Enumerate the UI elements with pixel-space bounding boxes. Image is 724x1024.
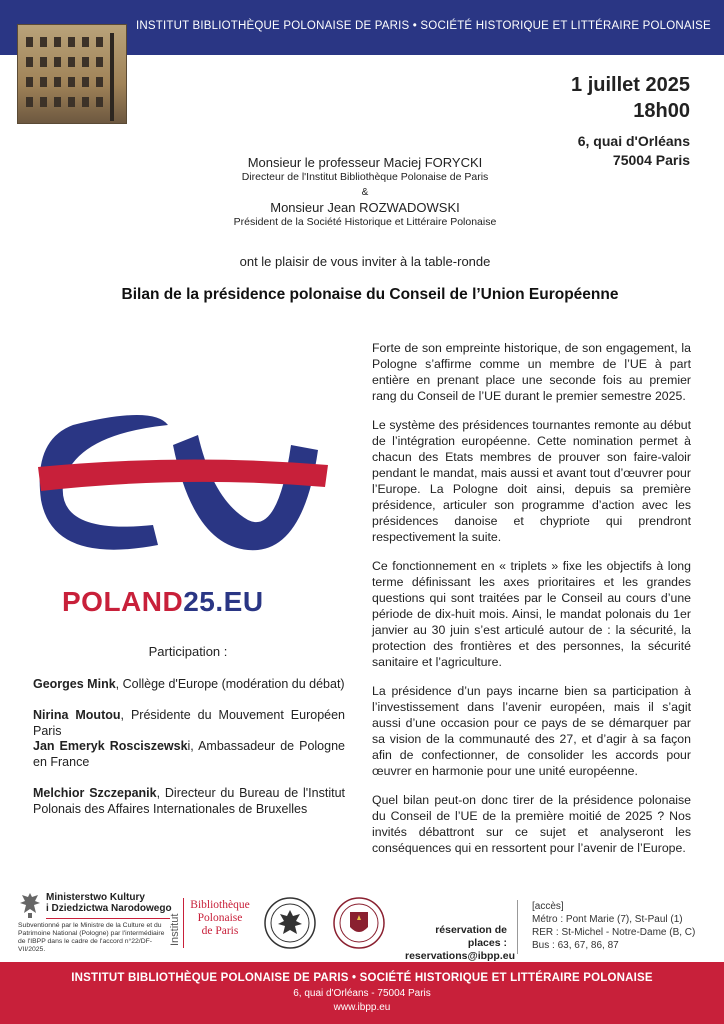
ibp-seal-icon <box>264 897 316 949</box>
participant-item <box>33 785 345 817</box>
ibp-logo-line3: de Paris <box>201 925 239 937</box>
reservation-block <box>405 924 516 963</box>
ibp-logo-line1: Bibliothèque <box>190 899 250 911</box>
body-paragraph: Ce fonctionnement en « triplets » fixe les objectifs à long terme définissant les axes prioritaires et les grandes questions qui sont traitées par le Conseil au cours d’une période de dix-huit mois. Ainsi, le mandat polonais du 1er janvier au 30 juin s’est articulé autour de : la sécurité, la protection des frontières et des personnes, la sécurité sanitaire et l’agriculture. <box>372 559 691 669</box>
reservation-email[interactable]: reservations@ibpp.eu <box>405 950 516 962</box>
event-date: 1 juillet 2025 <box>571 74 690 96</box>
footer-band-website[interactable]: www.ibpp.eu <box>333 1002 391 1013</box>
invite-text: ont le plaisir de vous inviter à la table-ronde <box>239 254 491 269</box>
poland25-eu-logo <box>33 405 333 565</box>
poland25-brand <box>62 586 264 618</box>
body-paragraph: Quel bilan peut-on donc tirer de la présidence polonaise du Conseil de l’UE de la première moitié de 2025 ? Nos invités débattront sur ce sujet et analyseront les conséquences qui en ressortent pour l’avenir de l’Europe. <box>372 793 691 855</box>
brand-red-part: POLAND <box>62 586 184 617</box>
participant-item <box>33 707 345 739</box>
ibp-logo <box>190 899 250 938</box>
participation-heading: Participation : <box>148 644 228 659</box>
body-paragraph: Le système des présidences tournantes remonte au début de l’intégration européenne. Cette nomination permet à chacun des Etats membres de prouver son faire-valoir pendant le mandat, mais aussi et avant tout d’œuvrer pour l’Europe. La Pologne doit ainsi, depuis sa première présidence, articuler son programme d’action avec les présidences danoise et chypriote qui prendront respectivement la suite. <box>372 418 691 544</box>
footer-band <box>0 962 724 1024</box>
participant-name: Nirina Moutou <box>33 708 121 722</box>
event-address-line2: 75004 Paris <box>612 152 690 168</box>
building-photo <box>17 24 127 124</box>
ministry-name-line2: i Dziedzictwa Narodowego <box>46 903 172 914</box>
shlp-seal-icon <box>333 897 385 949</box>
access-rer: RER : St-Michel - Notre-Dame (B, C) <box>532 927 696 938</box>
participant-item <box>33 738 345 770</box>
ministry-name-line1: Ministerstwo Kultury <box>46 892 145 903</box>
body-text-column <box>372 340 691 869</box>
access-bus: Bus : 63, 67, 86, 87 <box>532 940 619 951</box>
ministry-name <box>46 892 186 914</box>
brand-blue-part: 25.EU <box>183 586 264 617</box>
hosts-ampersand: & <box>361 187 369 198</box>
host2-name: Monsieur Jean ROZWADOWSKI <box>270 200 460 215</box>
event-datetime <box>571 72 690 124</box>
host2-role: Président de la Société Historique et Littéraire Polonaise <box>233 216 497 228</box>
participant-desc: , Directeur du Bureau de l'Institut Polonais des Affaires Internationales de Bruxelles <box>33 786 345 816</box>
event-address <box>578 132 690 170</box>
reservation-label: réservation de places : <box>435 924 507 949</box>
host1-name: Monsieur le professeur Maciej FORYCKI <box>247 155 483 170</box>
participant-name: Melchior Szczepanik <box>33 786 157 800</box>
footer-band-title: INSTITUT BIBLIOTHÈQUE POLONAISE DE PARIS • SOCIÉTÉ HISTORIQUE ET LITTÉRAIRE POLONAISE <box>71 972 653 984</box>
participant-item <box>33 676 345 692</box>
event-address-line1: 6, quai d'Orléans <box>577 133 690 149</box>
access-title: [accès] <box>532 901 564 912</box>
access-metro: Métro : Pont Marie (7), St-Paul (1) <box>532 914 683 925</box>
participant-name: Jan Emeryk Rosciszewsk <box>33 739 188 753</box>
participant-desc: , Présidente du Mouvement Européen Paris <box>33 708 346 738</box>
ministry-subsidy-note: Subventionné par le Ministre de la Culture et du Patrimoine National (Pologne) par l'intermédiaire de l'IBPP dans le cadre de l'accord n°22/DF-VII/2025. <box>18 922 165 953</box>
body-paragraph: La présidence d’un pays incarne bien sa participation à l’investissement dans l’avenir européen, mais il s’agit aussi d’une occasion pour ce pays de se démarquer par sa vision de la communauté des 27, et d’agir à sa façon afin de confectionner, de consolider les accords pour œuvrer en harmonie pour une unité européenne. <box>372 684 691 778</box>
header-banner-text: INSTITUT BIBLIOTHÈQUE POLONAISE DE PARIS • SOCIÉTÉ HISTORIQUE ET LITTÉRAIRE POLONAISE <box>136 20 711 32</box>
hosts-block <box>150 155 580 230</box>
footer-band-address: 6, quai d'Orléans - 75004 Paris <box>293 988 431 999</box>
polish-eagle-icon <box>18 891 42 919</box>
participant-name: Georges Mink <box>33 677 116 691</box>
access-info <box>532 900 695 952</box>
body-paragraph: Forte de son empreinte historique, de son engagement, la Pologne s’affirme comme un membre de l’UE à part entière en prenant place une seconde fois au premier rang du Conseil de l’UE durant le premier semestre 2025. <box>372 341 691 403</box>
ibp-vertical-label: Institut <box>169 913 181 946</box>
event-time: 18h00 <box>633 100 690 122</box>
event-title: Bilan de la présidence polonaise du Conseil de l’Union Européenne <box>121 286 619 303</box>
participant-desc: , Collège d'Europe (modération du débat) <box>115 677 345 691</box>
participant-desc: i, Ambassadeur de Pologne en France <box>33 739 345 769</box>
ibp-logo-line2: Polonaise <box>197 912 243 924</box>
host1-role: Directeur de l'Institut Bibliothèque Polonaise de Paris <box>241 171 489 183</box>
